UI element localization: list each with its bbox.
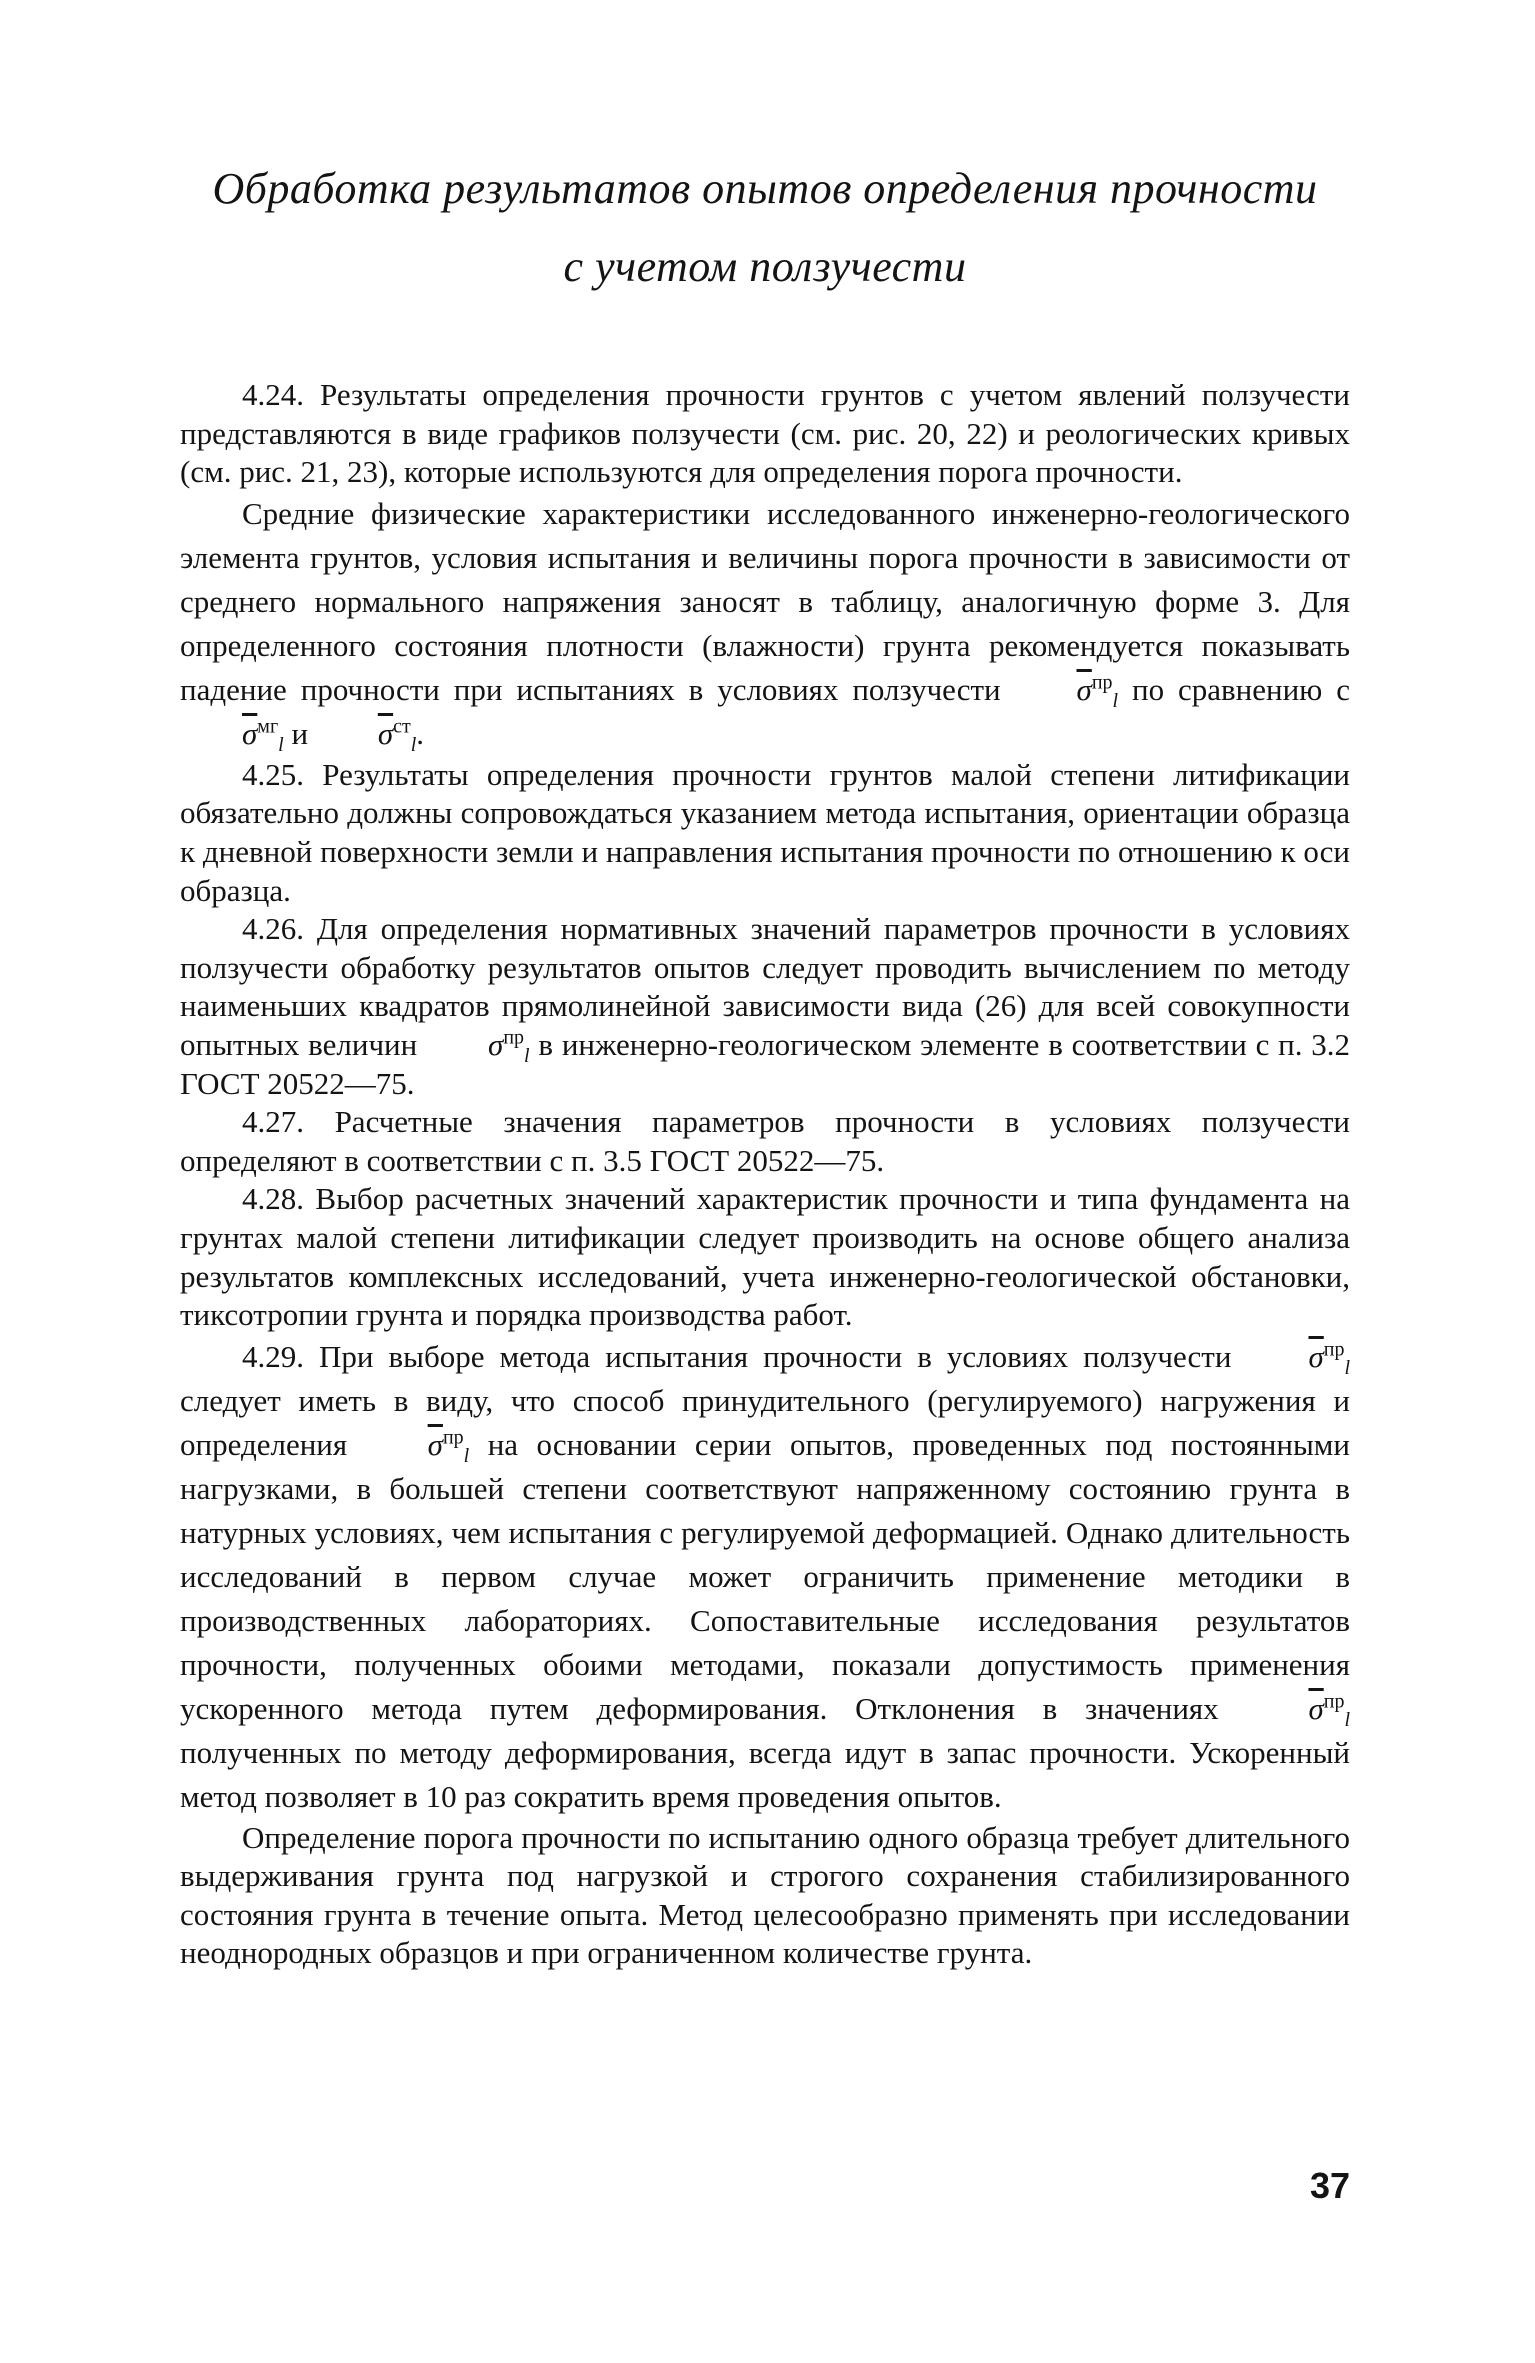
paragraph-text: на основании серии опытов, проведенных под постоянными нагрузками, в большей степени соответствуют напряженному состоянию грунта в натурных условиях, чем испытания с регулируемой деформацией. Однако длительность исследований в первом случае может ограничить применение методики в производственных лабораториях. Сопоставительные исследования результатов прочности, полученных обоими методами, показали допустимость применения ускоренного метода путем деформирования. Отклонения в значениях <box>180 1426 1350 1726</box>
document-page <box>180 150 1350 1973</box>
paragraph-4-26 <box>180 910 1350 1103</box>
paragraph-number: 4.24. <box>242 377 304 412</box>
paragraph-text: и <box>291 715 309 751</box>
sigma-mg-symbol: $\overline{\sigma}^{мг}_l$ <box>242 715 284 756</box>
section-title-line-2: с учетом ползучести <box>563 242 967 291</box>
paragraph-number: 4.27. <box>242 1104 304 1140</box>
paragraph-text: следует иметь в виду, что способ принудительного (регулируемого) нагружения и определения <box>180 1382 1350 1462</box>
paragraph-number: 4.28. <box>242 1181 304 1217</box>
paragraph-text: Результаты определения прочности грунтов малой степени литификации обязательно должны сопровождаться указанием метода испытания, ориентации образца к дневной поверхности земли и направления испытания прочности по отношению к оси образца. <box>180 756 1351 908</box>
sigma-pr-symbol: $\overline{\sigma}^{пр}_l$ <box>1308 1338 1351 1379</box>
section-title <box>180 150 1350 306</box>
paragraph-4-29-continued <box>180 1819 1350 1973</box>
paragraph-text: полученных по методу деформирования, всегда идут в запас прочности. Ускоренный метод позволяет в 10 раз сократить время проведения опытов. <box>180 1734 1350 1814</box>
paragraph-4-27 <box>180 1103 1350 1180</box>
paragraph-number: 4.26. <box>242 911 304 947</box>
sigma-pr-symbol: $\overline{\sigma}^{пр}_l$ <box>427 1426 470 1467</box>
paragraph-number: 4.25. <box>242 756 304 792</box>
sigma-pr-symbol: $\overline{\sigma}^{пр}_l$ <box>1076 671 1119 712</box>
paragraph-4-24-continued: Средние физические характеристики исследованного инженерно-геологического элемента грунтов, условия испытания и величины порога прочности в зависимости от среднего нормального напряжения заносят в таблицу, аналогичную форме 3. Для определенного состояния плотности (влажности) грунта рекомендуется показывать падение прочности при испытаниях в условиях ползучести $\overline{\sigma}^{пр}_l$ по сравнению с $\overline{\sigma}^{мг}_l$ и $\overline{\sigma}^{ст}_l$. <box>180 495 1351 756</box>
paragraph-text: Средние физические характеристики исследованного инженерно-геологического элемента грунтов, условия испытания и величины порога прочности в зависимости от среднего нормального напряжения заносят в таблицу, аналогичную форме 3. Для определенного состояния плотности (влажности) грунта рекомендуется показывать падение прочности при испытаниях в условиях ползучести <box>180 495 1350 707</box>
paragraph-text: Результаты определения прочности грунтов с учетом явлений ползучести представляются в виде графиков ползучести (см. рис. 20, 22) и реологических кривых (см. рис. 21, 23), которые используются для определения порога прочности. <box>180 377 1350 490</box>
paragraph-4-29 <box>180 1335 1350 1819</box>
paragraph-number: 4.29. <box>242 1338 304 1374</box>
sigma-st-symbol: $\overline{\sigma}^{ст}_l$ <box>377 715 417 756</box>
paragraph-text: Выбор расчетных значений характеристик прочности и типа фундамента на грунтах малой степени литификации следует производить на основе общего анализа результатов комплексных исследований, учета инженерно-геологической обстановки, тиксотропии грунта и порядка производства работ. <box>180 1181 1350 1333</box>
document-body <box>180 376 1350 1973</box>
sigma-pr-symbol: $\sigma^{пр}_l$ <box>488 1026 530 1068</box>
paragraph-text: При выборе метода испытания прочности в условиях ползучести <box>319 1338 1232 1374</box>
paragraph-text: Для определения нормативных значений параметров прочности в условиях ползучести обработку результатов опытов следует проводить вычислением по методу наименьших квадратов прямолинейной зависимости вида (26) для всей совокупности опытных величин <box>180 911 1351 1062</box>
paragraph-text: Расчетные значения параметров прочности в условиях ползучести определяют в соответствии с п. 3.5 ГОСТ 20522—75. <box>180 1104 1351 1178</box>
paragraph-4-25 <box>180 756 1350 910</box>
paragraph-4-24 <box>180 376 1350 492</box>
paragraph-text: Определение порога прочности по испытанию одного образца требует длительного выдерживания грунта под нагрузкой и строгого сохранения стабилизированного состояния грунта в течение опыта. Метод целесообразно применять при исследовании неоднородных образцов и при ограниченном количестве грунта. <box>180 1819 1350 1971</box>
sigma-pr-symbol: $\overline{\sigma}^{пр}_l$ <box>1308 1690 1350 1731</box>
section-title-line-1: Обработка результатов опытов определения прочности <box>212 164 1318 213</box>
paragraph-text: по сравнению с <box>1132 671 1351 707</box>
page-number: 37 <box>1309 2165 1350 2206</box>
paragraph-4-28 <box>180 1180 1350 1334</box>
paragraph-text: в инженерно-геологическом элементе в соответствии с п. 3.2 ГОСТ 20522—75. <box>180 1026 1351 1101</box>
